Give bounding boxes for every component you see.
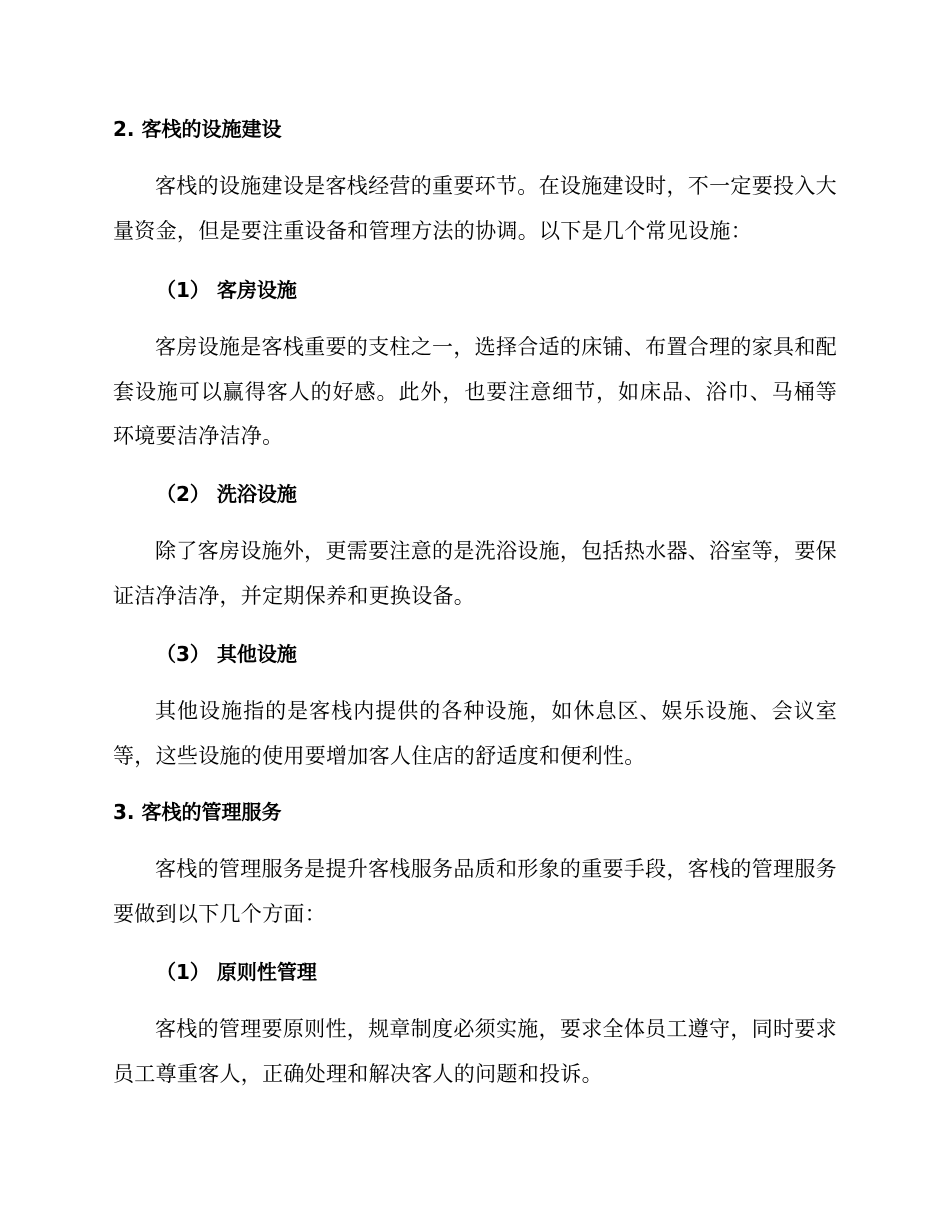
subsection-heading: （3） 其他设施: [156, 642, 297, 666]
subsection-text: 除了客房设施外，更需要注意的是洗浴设施，包括热水器、浴室等，要保证洁净洁净，并定期保养和更换设备。: [113, 539, 837, 608]
section-heading: 2. 客栈的设施建设: [113, 117, 282, 141]
section-intro: 客栈的设施建设是客栈经营的重要环节。在设施建设时，不一定要投入大量资金，但是要注重设备和管理方法的协调。以下是几个常见设施：: [113, 174, 837, 243]
subsection-heading: （1） 客房设施: [156, 278, 297, 302]
subsection-text: 其他设施指的是客栈内提供的各种设施，如休息区、娱乐设施、会议室等，这些设施的使用要增加客人住店的舒适度和便利性。: [113, 699, 837, 768]
subsection-text: 客栈的管理要原则性，规章制度必须实施，要求全体员工遵守，同时要求员工尊重客人，正确处理和解决客人的问题和投诉。: [113, 1017, 837, 1086]
section-heading: 3. 客栈的管理服务: [113, 800, 282, 824]
section-intro: 客栈的管理服务是提升客栈服务品质和形象的重要手段，客栈的管理服务要做到以下几个方面：: [113, 857, 837, 926]
subsection-heading: （2） 洗浴设施: [156, 482, 297, 506]
subsection-text: 客房设施是客栈重要的支柱之一，选择合适的床铺、布置合理的家具和配套设施可以赢得客人的好感。此外，也要注意细节，如床品、浴巾、马桶等环境要洁净洁净。: [113, 335, 837, 448]
subsection-heading: （1） 原则性管理: [156, 960, 317, 984]
